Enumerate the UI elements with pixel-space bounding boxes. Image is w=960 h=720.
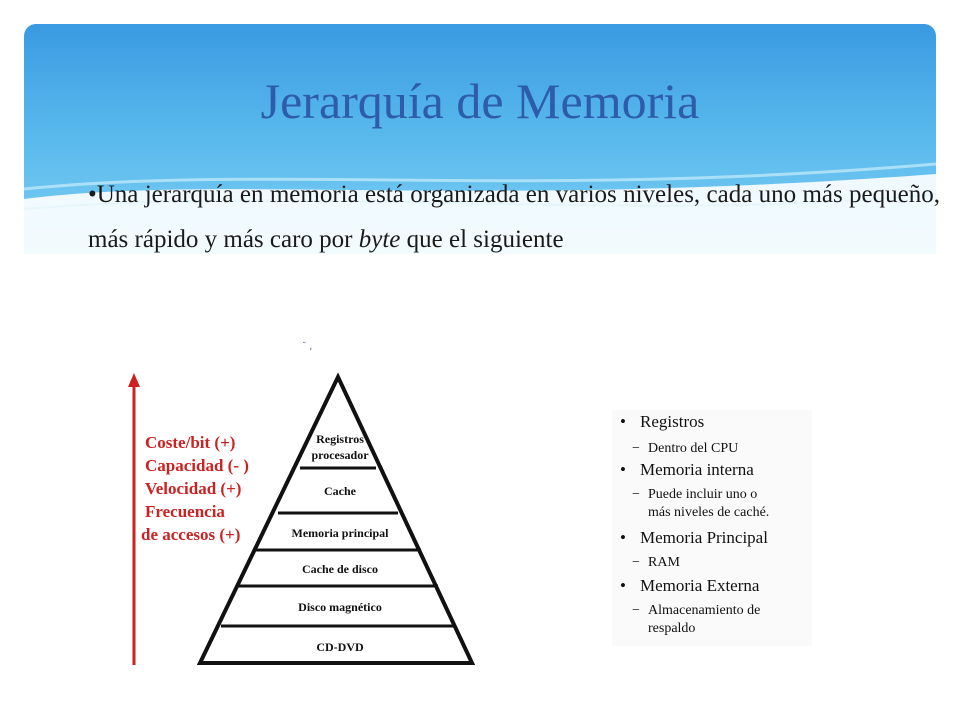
list-subitem-text: Almacenamiento de — [648, 603, 761, 618]
bullet-text-italic: byte — [358, 226, 401, 253]
dash-mark: − — [632, 603, 640, 618]
dash-mark: − — [632, 487, 640, 502]
list-subitem-text: respaldo — [648, 621, 696, 636]
pyramid-top-mark: ˘ , — [302, 342, 313, 352]
pyramid-level-label: Cache — [324, 484, 356, 498]
dash-mark: − — [632, 441, 640, 456]
pyramid-level-label: procesador — [311, 448, 369, 462]
pyramid-level-label: Cache de disco — [302, 562, 378, 576]
axis-label-speed: Velocidad (+) — [145, 479, 242, 498]
pyramid-level-label: Memoria principal — [291, 526, 389, 540]
list-subitem — [648, 620, 695, 638]
bullet-text-end: que el siguiente — [400, 226, 564, 253]
pyramid-level-label: CD-DVD — [316, 640, 364, 654]
bullet-dot: • — [620, 576, 626, 595]
bullet-text-main: •Una jerarquía en memoria está organizada en varios niveles, cada uno más pequeño, más rápido y más caro por — [88, 181, 940, 253]
axis-label-access: de accesos (+) — [141, 525, 241, 544]
list-subitem-text: Dentro del CPU — [648, 441, 739, 456]
dash-mark: − — [632, 555, 640, 570]
list-item-title: Registros — [640, 412, 705, 431]
list-item-title: Memoria Externa — [640, 576, 760, 595]
pyramid-level-label: Disco magnético — [298, 600, 382, 614]
bullet-dot: • — [620, 412, 626, 431]
list-subitem — [648, 504, 769, 522]
list-item-title: Memoria interna — [640, 460, 754, 479]
bullet-dot: • — [620, 528, 626, 547]
list-item-title: Memoria Principal — [640, 528, 768, 547]
axis-label-cost: Coste/bit (+) — [145, 433, 236, 452]
list-subitem-text: más niveles de caché. — [648, 505, 770, 520]
axis-label-frequency: Frecuencia — [145, 502, 225, 521]
bullet-dot: • — [620, 460, 626, 479]
list-subitem — [632, 440, 739, 458]
list-subitem — [632, 602, 761, 620]
axis-arrow-head — [128, 373, 140, 387]
bullet-text — [88, 172, 940, 262]
page-title: Jerarquía de Memoria — [260, 73, 700, 129]
pyramid-level-label: Registros — [316, 432, 364, 446]
list-subitem-text: RAM — [648, 555, 680, 570]
memory-types-list — [612, 410, 812, 646]
axis-label-capacity: Capacidad (- ) — [145, 456, 249, 475]
list-subitem — [632, 486, 758, 504]
list-subitem-text: Puede incluir uno o — [648, 487, 758, 502]
list-subitem — [632, 554, 680, 572]
